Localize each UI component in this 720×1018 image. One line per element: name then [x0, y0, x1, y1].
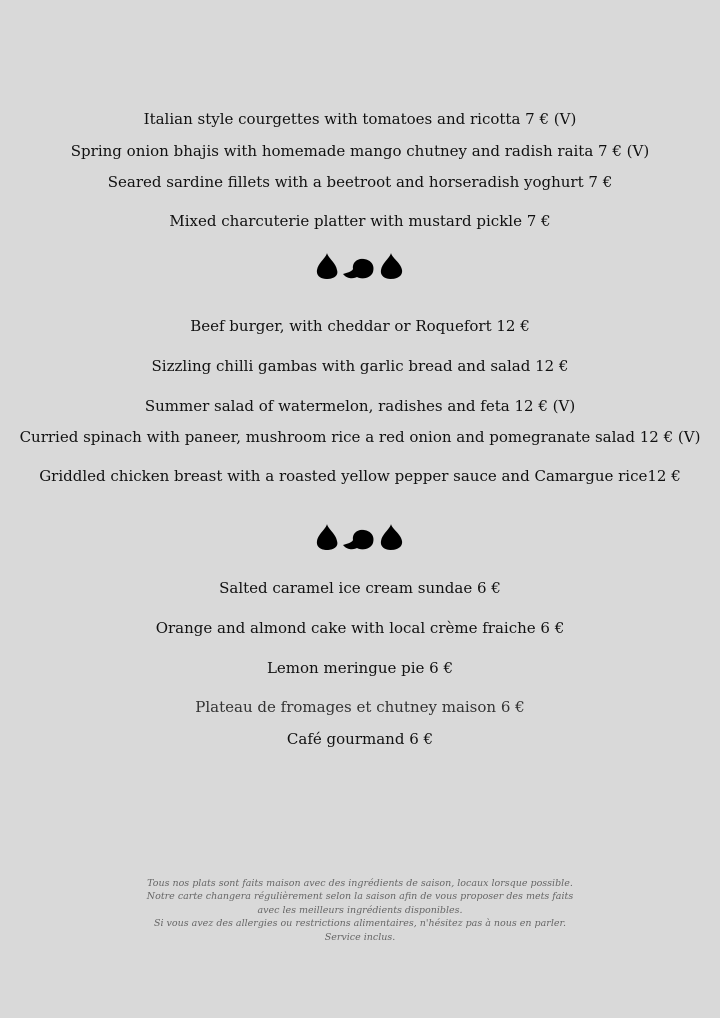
main-item: Summer salad of watermelon, radishes and feta 12 € (V) — [144, 397, 576, 415]
garlic-bulbs-icon — [314, 523, 406, 551]
starter-item: Mixed charcuterie platter with mustard pickle 7 € — [169, 212, 551, 230]
garlic-bulbs-icon — [314, 252, 406, 280]
footer-line: avec les meilleurs ingrédients disponibles. — [257, 904, 463, 916]
section-divider — [0, 252, 720, 280]
dessert-item: Plateau de fromages et chutney maison 6 € — [195, 698, 525, 716]
section-divider — [0, 523, 720, 551]
footer-line: Service inclus. — [324, 931, 396, 943]
main-item: Sizzling chilli gambas with garlic bread and salad 12 € — [151, 357, 569, 375]
dessert-item: Orange and almond cake with local crème fraiche 6 € — [155, 619, 565, 637]
starter-item: Spring onion bhajis with homemade mango chutney and radish raita 7 € (V) — [70, 142, 650, 160]
starter-item: Seared sardine fillets with a beetroot and horseradish yoghurt 7 € — [107, 173, 613, 191]
footer-line: Si vous avez des allergies ou restrictions alimentaires, n'hésitez pas à nous en parler. — [153, 918, 567, 930]
main-item: Griddled chicken breast with a roasted yellow pepper sauce and Camargue rice12 € — [39, 467, 681, 485]
footer-note — [0, 877, 720, 944]
footer-line: Notre carte changera régulièrement selon la saison afin de vous proposer des mets faits — [146, 891, 574, 903]
footer-line: Tous nos plats sont faits maison avec des ingrédients de saison, locaux lorsque possible. — [147, 878, 573, 889]
dessert-item: Salted caramel ice cream sundae 6 € — [219, 579, 501, 597]
starter-item: Italian style courgettes with tomatoes and ricotta 7 € (V) — [143, 110, 577, 128]
dessert-item: Lemon meringue pie 6 € — [266, 659, 454, 677]
main-item: Curried spinach with paneer, mushroom rice a red onion and pomegranate salad 12 € (V) — [19, 428, 701, 446]
main-item: Beef burger, with cheddar or Roquefort 12 € — [190, 317, 530, 335]
dessert-item: Café gourmand 6 € — [286, 730, 434, 748]
